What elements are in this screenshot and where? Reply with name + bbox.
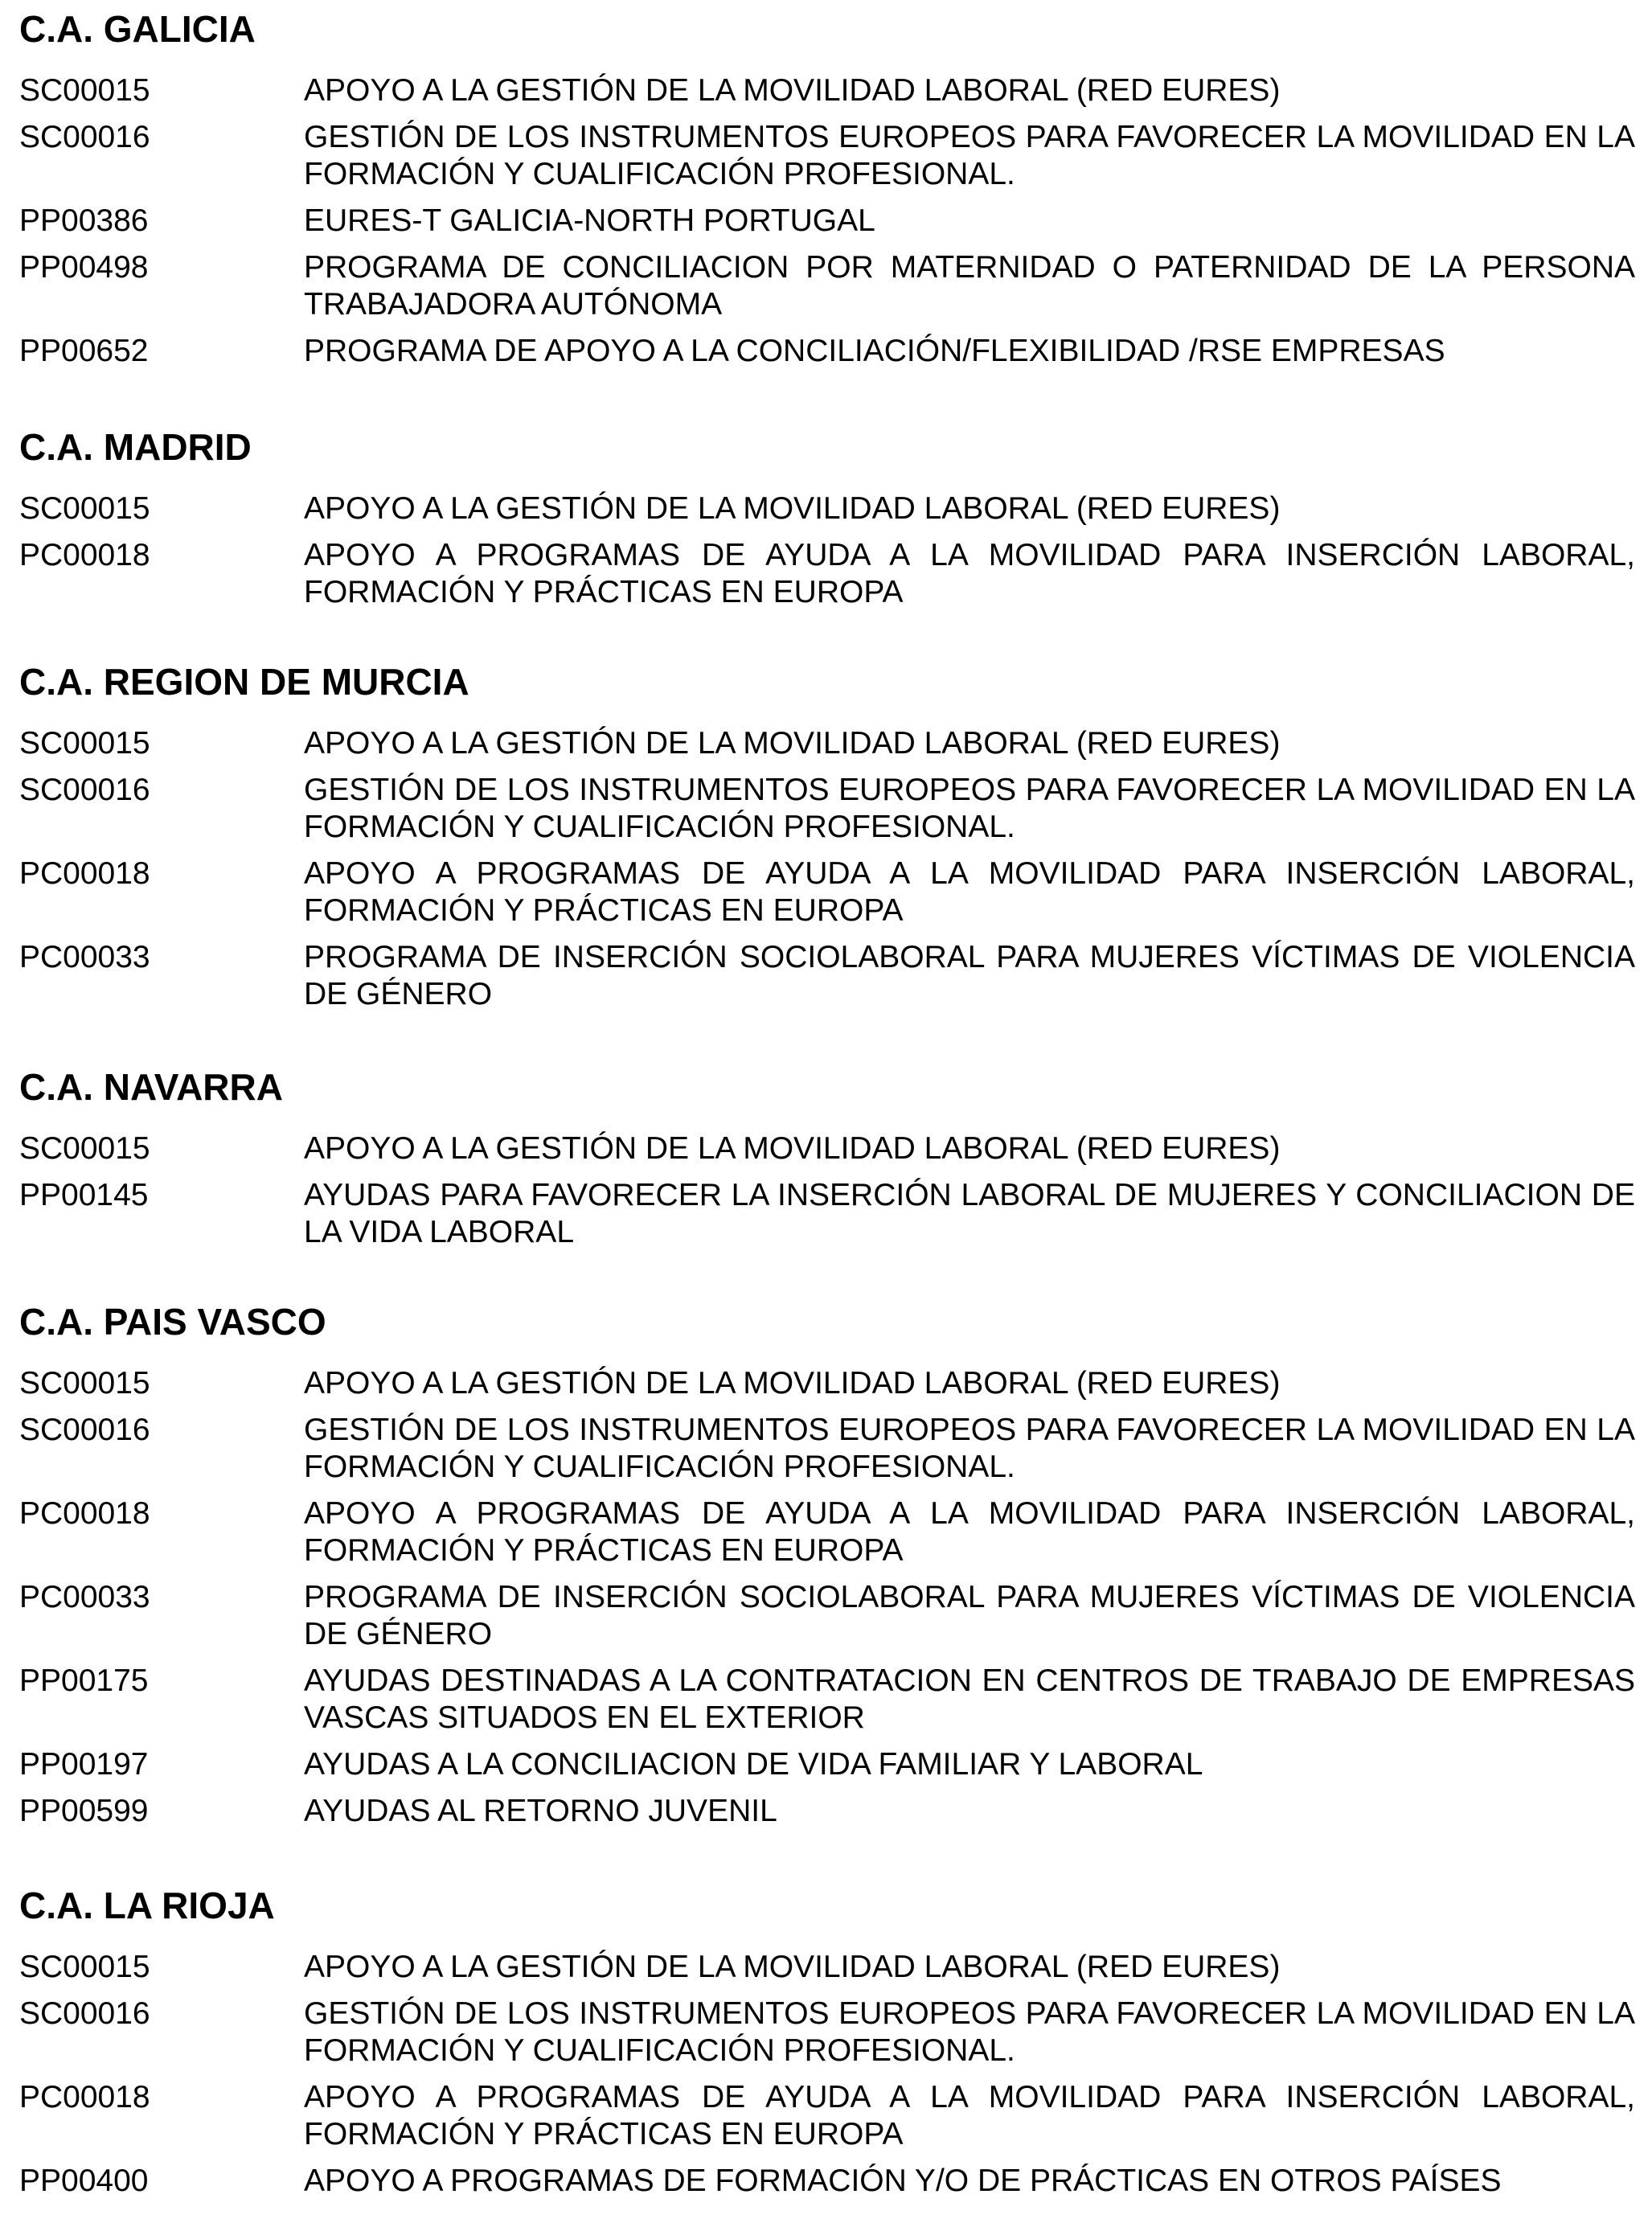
list-item [19, 1412, 1635, 1486]
program-description: PROGRAMA DE INSERCIÓN SOCIOLABORAL PARA MUJERES VÍCTIMAS DE VIOLENCIA DE GÉNERO [304, 1580, 1635, 1651]
program-code: PP00652 [19, 334, 149, 368]
list-item [19, 1130, 1635, 1167]
program-code: PP00498 [19, 250, 149, 285]
section-la-rioja [19, 1885, 1635, 2209]
program-code: PP00599 [19, 1794, 149, 1828]
program-code: PC00018 [19, 1496, 150, 1531]
program-description: APOYO A LA GESTIÓN DE LA MOVILIDAD LABORAL (RED EURES) [304, 1131, 1281, 1166]
section-pais-vasco [19, 1301, 1635, 1840]
program-description: GESTIÓN DE LOS INSTRUMENTOS EUROPEOS PARA FAVORECER LA MOVILIDAD EN LA FORMACIÓN Y CUALIFICACIÓN PROFESIONAL. [304, 773, 1635, 844]
program-description: AYUDAS A LA CONCILIACION DE VIDA FAMILIAR Y LABORAL [304, 1747, 1203, 1782]
list-item [19, 1995, 1635, 2069]
section-title: C.A. LA RIOJA [19, 1885, 275, 1926]
list-item [19, 537, 1635, 611]
list-item [19, 772, 1635, 846]
program-code: SC00015 [19, 1950, 150, 1984]
list-item [19, 1365, 1635, 1402]
program-code: PC00018 [19, 538, 150, 572]
program-code: PP00145 [19, 1178, 149, 1212]
program-description: APOYO A PROGRAMAS DE AYUDA A LA MOVILIDAD PARA INSERCIÓN LABORAL, FORMACIÓN Y PRÁCTICAS EN EUROPA [304, 856, 1635, 928]
section-title: C.A. NAVARRA [19, 1066, 283, 1108]
program-code: PP00197 [19, 1747, 149, 1782]
list-item [19, 1949, 1635, 1986]
program-description: APOYO A LA GESTIÓN DE LA MOVILIDAD LABORAL (RED EURES) [304, 726, 1281, 761]
program-description: EURES-T GALICIA-NORTH PORTUGAL [304, 203, 875, 238]
program-code: SC00015 [19, 726, 150, 761]
section-region-de-murcia [19, 661, 1635, 1023]
program-description: PROGRAMA DE INSERCIÓN SOCIOLABORAL PARA MUJERES VÍCTIMAS DE VIOLENCIA DE GÉNERO [304, 940, 1635, 1011]
program-description: APOYO A LA GESTIÓN DE LA MOVILIDAD LABORAL (RED EURES) [304, 491, 1281, 526]
program-code: SC00016 [19, 773, 150, 807]
list-item [19, 203, 1635, 240]
list-item [19, 1663, 1635, 1737]
program-description: APOYO A LA GESTIÓN DE LA MOVILIDAD LABORAL (RED EURES) [304, 73, 1281, 108]
program-description: PROGRAMA DE APOYO A LA CONCILIACIÓN/FLEXIBILIDAD /RSE EMPRESAS [304, 334, 1445, 368]
list-item [19, 2163, 1635, 2200]
program-code: PP00175 [19, 1663, 149, 1698]
list-item [19, 939, 1635, 1013]
section-title: C.A. GALICIA [19, 8, 256, 50]
program-code: PC00033 [19, 940, 150, 974]
list-item [19, 725, 1635, 762]
section-title: C.A. PAIS VASCO [19, 1301, 326, 1343]
list-item [19, 249, 1635, 323]
program-code: PC00018 [19, 856, 150, 891]
list-item [19, 72, 1635, 109]
section-title: C.A. MADRID [19, 426, 252, 468]
program-description: AYUDAS AL RETORNO JUVENIL [304, 1794, 777, 1828]
program-code: PP00386 [19, 203, 149, 238]
program-code: PC00033 [19, 1580, 150, 1614]
program-description: APOYO A PROGRAMAS DE FORMACIÓN Y/O DE PRÁCTICAS EN OTROS PAÍSES [304, 2164, 1502, 2198]
list-item [19, 1495, 1635, 1569]
program-code: SC00015 [19, 491, 150, 526]
program-code: SC00016 [19, 1413, 150, 1447]
program-description: AYUDAS DESTINADAS A LA CONTRATACION EN CENTROS DE TRABAJO DE EMPRESAS VASCAS SITUADOS EN EL EXTERIOR [304, 1663, 1635, 1735]
program-description: APOYO A PROGRAMAS DE AYUDA A LA MOVILIDAD PARA INSERCIÓN LABORAL, FORMACIÓN Y PRÁCTICAS EN EUROPA [304, 2080, 1635, 2151]
list-item [19, 1579, 1635, 1653]
list-item [19, 1177, 1635, 1251]
program-description: GESTIÓN DE LOS INSTRUMENTOS EUROPEOS PARA FAVORECER LA MOVILIDAD EN LA FORMACIÓN Y CUALIFICACIÓN PROFESIONAL. [304, 1996, 1635, 2068]
list-item [19, 855, 1635, 929]
list-item [19, 119, 1635, 193]
program-code: SC00016 [19, 1996, 150, 2031]
section-navarra [19, 1066, 1635, 1261]
program-description: APOYO A LA GESTIÓN DE LA MOVILIDAD LABORAL (RED EURES) [304, 1950, 1281, 1984]
program-code: SC00015 [19, 1131, 150, 1166]
section-madrid [19, 426, 1635, 621]
list-item [19, 333, 1635, 370]
list-item [19, 1746, 1635, 1783]
section-title: C.A. REGION DE MURCIA [19, 661, 469, 703]
program-code: SC00016 [19, 120, 150, 154]
program-code: PC00018 [19, 2080, 150, 2114]
program-code: PP00400 [19, 2164, 149, 2198]
program-code: SC00015 [19, 73, 150, 108]
program-description: APOYO A PROGRAMAS DE AYUDA A LA MOVILIDAD PARA INSERCIÓN LABORAL, FORMACIÓN Y PRÁCTICAS EN EUROPA [304, 538, 1635, 609]
program-description: PROGRAMA DE CONCILIACION POR MATERNIDAD O PATERNIDAD DE LA PERSONA TRABAJADORA AUTÓNOMA [304, 250, 1635, 322]
section-galicia [19, 8, 1635, 379]
program-description: GESTIÓN DE LOS INSTRUMENTOS EUROPEOS PARA FAVORECER LA MOVILIDAD EN LA FORMACIÓN Y CUALIFICACIÓN PROFESIONAL. [304, 120, 1635, 191]
list-item [19, 490, 1635, 527]
program-description: APOYO A LA GESTIÓN DE LA MOVILIDAD LABORAL (RED EURES) [304, 1366, 1281, 1401]
program-code: SC00015 [19, 1366, 150, 1401]
program-description: APOYO A PROGRAMAS DE AYUDA A LA MOVILIDAD PARA INSERCIÓN LABORAL, FORMACIÓN Y PRÁCTICAS EN EUROPA [304, 1496, 1635, 1568]
list-item [19, 1793, 1635, 1830]
program-description: AYUDAS PARA FAVORECER LA INSERCIÓN LABORAL DE MUJERES Y CONCILIACION DE LA VIDA LABORAL [304, 1178, 1635, 1249]
list-item [19, 2079, 1635, 2153]
program-description: GESTIÓN DE LOS INSTRUMENTOS EUROPEOS PARA FAVORECER LA MOVILIDAD EN LA FORMACIÓN Y CUALIFICACIÓN PROFESIONAL. [304, 1413, 1635, 1484]
